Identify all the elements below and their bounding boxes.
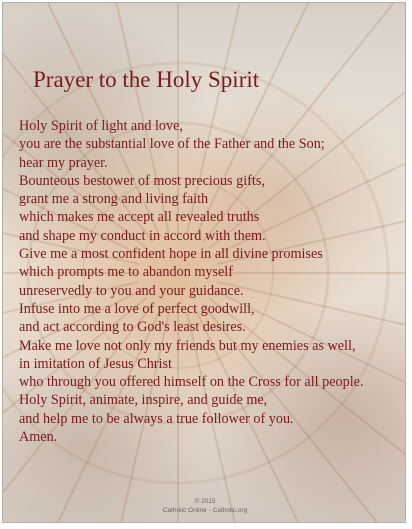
prayer-line: Give me a most confident hope in all divine promises <box>19 246 323 263</box>
prayer-line: Make me love not only my friends but my enemies as well, <box>19 337 356 354</box>
prayer-line: and help me to be always a true follower of you. <box>19 410 294 427</box>
prayer-line: grant me a strong and living faith <box>19 191 209 208</box>
prayer-line: in imitation of Jesus Christ <box>19 355 172 372</box>
prayer-card <box>2 2 406 523</box>
prayer-line: Amen. <box>19 429 58 446</box>
prayer-line: which makes me accept all revealed truths <box>19 209 260 226</box>
prayer-line: which prompts me to abandon myself <box>19 264 233 281</box>
page-title: Prayer to the Holy Spirit <box>33 67 260 92</box>
prayer-line: you are the substantial love of the Father and the Son; <box>19 136 325 153</box>
prayer-line: Bounteous bestower of most precious gifts, <box>19 172 265 189</box>
prayer-line: Infuse into me a love of perfect goodwill, <box>19 300 255 317</box>
prayer-line: hear my prayer. <box>19 154 108 171</box>
prayer-line: who through you offered himself on the Cross for all people. <box>19 374 364 391</box>
prayer-line: Holy Spirit, animate, inspire, and guide me, <box>19 392 268 409</box>
prayer-text <box>19 117 364 446</box>
copyright-notice: © 2015 <box>194 498 216 505</box>
prayer-line: and act according to God's least desires. <box>19 319 246 336</box>
source-credit: Catholic Online - Catholic.org <box>162 507 248 514</box>
prayer-line: Holy Spirit of light and love, <box>19 118 183 134</box>
prayer-line: and shape my conduct in accord with them. <box>19 227 266 244</box>
prayer-line: unreservedly to you and your guidance. <box>19 282 244 299</box>
